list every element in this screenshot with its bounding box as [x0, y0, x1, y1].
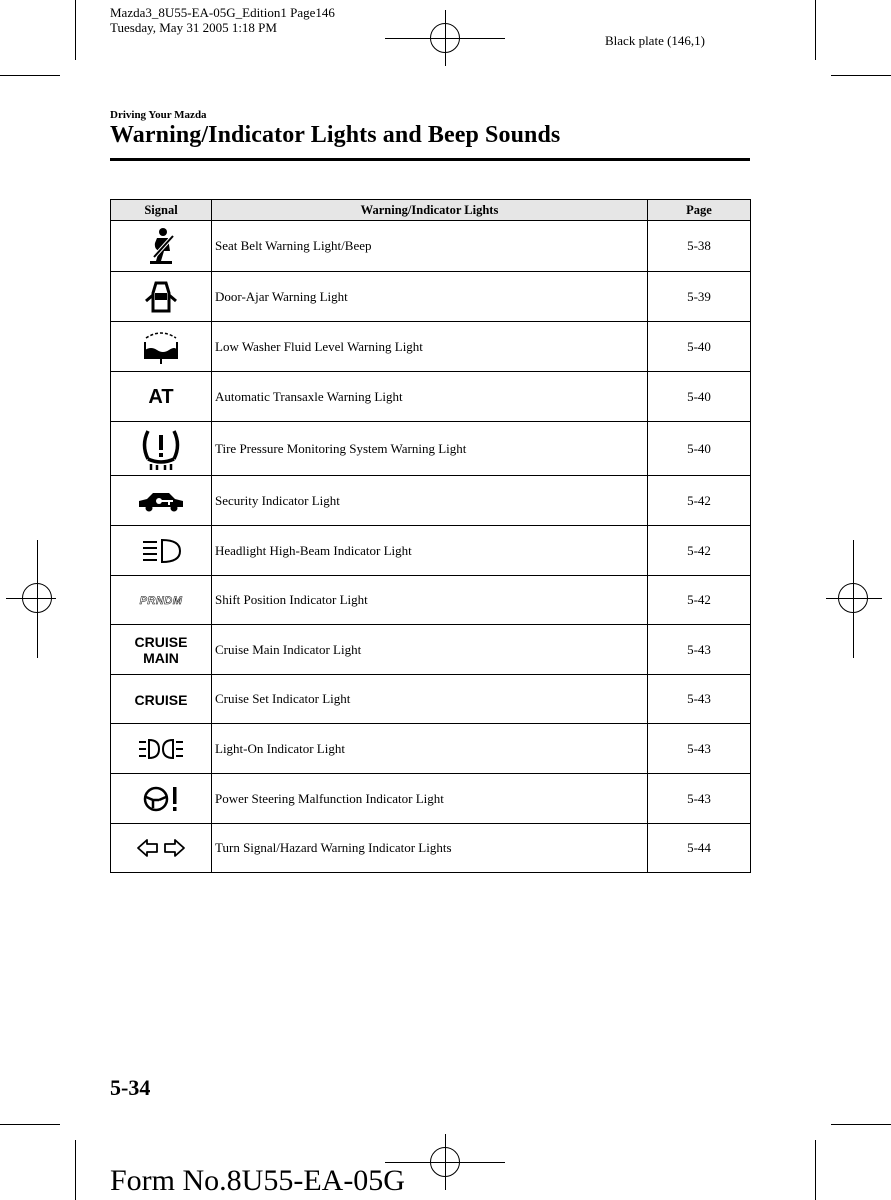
table-row	[111, 724, 751, 774]
signal-cell	[111, 272, 212, 322]
page-title: Warning/Indicator Lights and Beep Sounds	[110, 122, 561, 148]
light-name-cell: Cruise Set Indicator Light	[212, 675, 648, 724]
col-header-page: Page	[648, 200, 751, 221]
signal-cell	[111, 724, 212, 774]
light-name-cell: Cruise Main Indicator Light	[212, 625, 648, 675]
page-cell: 5-40	[648, 422, 751, 476]
light-name-cell: Light-On Indicator Light	[212, 724, 648, 774]
signals-table	[110, 199, 751, 873]
page-cell: 5-43	[648, 724, 751, 774]
signal-cell	[111, 526, 212, 576]
signal-cell	[111, 824, 212, 873]
col-header-signal: Signal	[111, 200, 212, 221]
page-cell: 5-43	[648, 675, 751, 724]
light-name-cell: Turn Signal/Hazard Warning Indicator Lights	[212, 824, 648, 873]
cruise-main-icon-line2: MAIN	[143, 649, 179, 666]
table-row	[111, 221, 751, 272]
print-header-file: Mazda3_8U55-EA-05G_Edition1 Page146	[110, 5, 335, 20]
turn-signal-icon	[136, 837, 186, 859]
washer-fluid-icon	[141, 328, 181, 366]
page-cell: 5-44	[648, 824, 751, 873]
light-name-cell: Power Steering Malfunction Indicator Light	[212, 774, 648, 824]
light-name-cell: Seat Belt Warning Light/Beep	[212, 221, 648, 272]
table-row	[111, 422, 751, 476]
signal-cell	[111, 774, 212, 824]
cruise-main-icon	[135, 634, 188, 666]
table-row	[111, 675, 751, 724]
page-cell: 5-42	[648, 576, 751, 625]
tire-pressure-icon	[138, 427, 184, 471]
shift-position-icon: PRNDM	[139, 594, 183, 607]
light-name-cell: Shift Position Indicator Light	[212, 576, 648, 625]
print-header-plate: Black plate (146,1)	[605, 33, 705, 48]
page-cell: 5-39	[648, 272, 751, 322]
title-divider	[110, 158, 750, 161]
table-row	[111, 576, 751, 625]
light-name-cell: Security Indicator Light	[212, 476, 648, 526]
page-cell: 5-40	[648, 322, 751, 372]
signal-cell	[111, 372, 212, 422]
signal-cell	[111, 476, 212, 526]
table-row	[111, 272, 751, 322]
signal-cell	[111, 322, 212, 372]
seat-belt-icon	[144, 227, 178, 265]
table-row	[111, 526, 751, 576]
power-steering-icon	[142, 784, 180, 814]
door-ajar-icon	[144, 279, 178, 315]
table-row	[111, 824, 751, 873]
light-name-cell: Door-Ajar Warning Light	[212, 272, 648, 322]
table-header-row	[111, 200, 751, 221]
table-row	[111, 372, 751, 422]
page-cell: 5-42	[648, 526, 751, 576]
cruise-set-icon: CRUISE	[134, 691, 188, 708]
print-header-date: Tuesday, May 31 2005 1:18 PM	[110, 20, 277, 35]
table-row	[111, 625, 751, 675]
page-cell: 5-43	[648, 625, 751, 675]
high-beam-icon	[140, 538, 182, 564]
page-cell: 5-42	[648, 476, 751, 526]
table-row	[111, 476, 751, 526]
signal-cell	[111, 576, 212, 625]
page-cell: 5-40	[648, 372, 751, 422]
at-icon: AT	[148, 386, 174, 408]
table-row	[111, 774, 751, 824]
page-cell: 5-43	[648, 774, 751, 824]
cruise-main-icon-line1: CRUISE	[134, 633, 188, 650]
signal-cell	[111, 625, 212, 675]
section-label: Driving Your Mazda	[110, 109, 207, 121]
light-name-cell: Headlight High-Beam Indicator Light	[212, 526, 648, 576]
page-number: 5-34	[110, 1075, 151, 1100]
signal-cell	[111, 422, 212, 476]
security-icon	[137, 489, 185, 513]
page-cell: 5-38	[648, 221, 751, 272]
signal-cell	[111, 221, 212, 272]
light-name-cell: Automatic Transaxle Warning Light	[212, 372, 648, 422]
light-name-cell: Tire Pressure Monitoring System Warning Light	[212, 422, 648, 476]
form-number: Form No.8U55-EA-05G	[110, 1164, 405, 1197]
signal-cell	[111, 675, 212, 724]
light-on-icon	[137, 737, 185, 761]
table-row	[111, 322, 751, 372]
light-name-cell: Low Washer Fluid Level Warning Light	[212, 322, 648, 372]
col-header-lights: Warning/Indicator Lights	[212, 200, 648, 221]
